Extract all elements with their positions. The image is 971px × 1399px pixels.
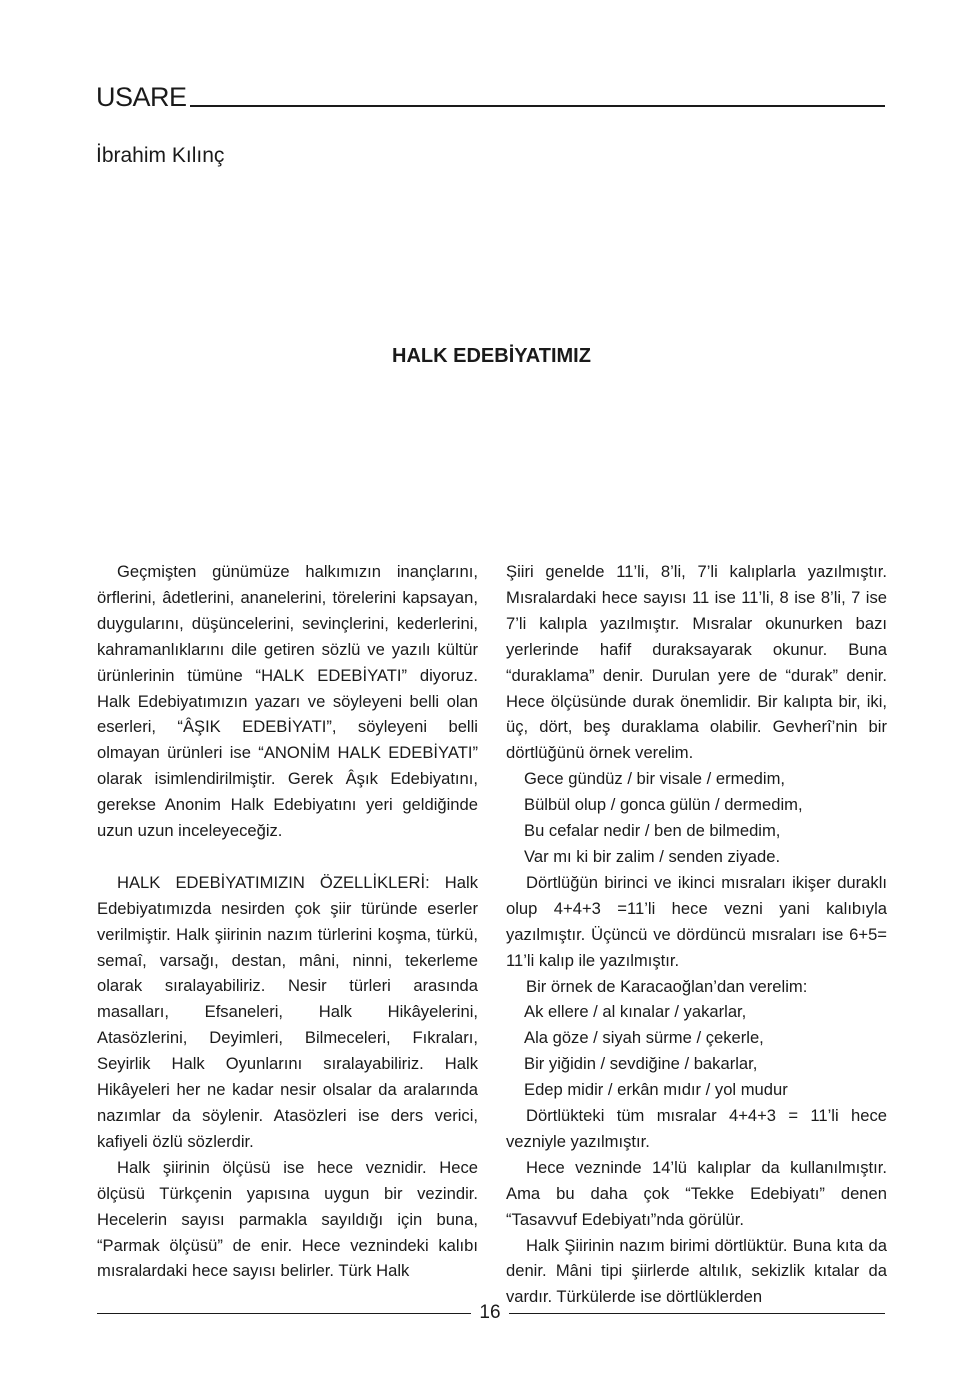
verse-line: Bülbül olup / gonca gülün / dermedim, bbox=[524, 795, 803, 815]
paragraph: Şiiri genelde 11’li, 8’li, 7’li kalıplarla yazılmıştır. Mısralardaki hece sayısı 11 ise 11’li, 8 ise 8’li, 7 ise 7’li kalıpla yazılmıştır. Mısralar okunurken bazı yerlerinde hafif duraksayarak okunur. Buna “duraklama” denir. Durulan yere de “durak” denir. Hece ölçüsünde durak önemlidir. Bir kalıpta bir, iki, üç, dört, beş duraklama olabilir. Gevherî’nin bir dörtlüğünü örnek verelim. bbox=[506, 562, 887, 763]
verse-line: Bu cefalar nedir / ben de bilmedim, bbox=[524, 821, 781, 841]
verse-line: Gece gündüz / bir visale / ermedim, bbox=[524, 769, 786, 789]
right-column bbox=[506, 559, 887, 1310]
paragraph: HALK EDEBİYATIMIZIN ÖZELLİKLERİ: Halk Edebiyatımızda nesirden çok şiir türünde eserler verilmiştir. Halk şiirinin nazım türlerini koşma, türkü, semaî, varsağı, destan, mâni, ninni, tekerleme olarak sıralayabiliriz. Nesir türleri arasında masalları, Efsaneleri, Halk Hikâyelerini, Atasözlerini, Deyimleri, Bilmeceleri, Fıkraları, Seyirlik Halk Oyunlarını sıralayabiliriz. Halk Hikâyeleri her ne kadar nesir olsalar da aralarında nazımlar da söylenir. Atasözleri ise ders verici, kafiyeli özlü sözlerdir. bbox=[97, 872, 478, 1151]
paragraph: Halk şiirinin ölçüsü ise hece veznidir. Hece ölçüsü Türkçenin yapısına uygun bir vezindir. Hecelerin sayısı parmakla sayıldığı için buna, “Parmak ölçüsü” de enir. Hece veznindeki kalıbı mısralardaki hece sayısı belirler. Türk Halk bbox=[97, 1157, 478, 1281]
page-number: 16 bbox=[479, 1302, 501, 1323]
footer-rule-right bbox=[509, 1313, 885, 1314]
paragraph: Bir örnek de Karacaoğlan’dan verelim: bbox=[526, 976, 808, 996]
journal-name: USARE bbox=[96, 82, 187, 112]
article-title: HALK EDEBİYATIMIZ bbox=[392, 345, 591, 367]
paragraph: Halk Şiirinin nazım birimi dörtlüktür. Buna kıta da denir. Mâni tipi şiirlerde altılık, sekizlik kıtalar da vardır. Türkülerde ise dörtlüklerden bbox=[506, 1235, 887, 1307]
left-column bbox=[97, 559, 478, 1284]
verse-line: Edep midir / erkân mıdır / yol mudur bbox=[524, 1080, 788, 1100]
verse-line: Bir yiğidin / sevdiğine / bakarlar, bbox=[524, 1054, 758, 1074]
author-name: İbrahim Kılınç bbox=[96, 144, 225, 167]
footer-rule-left bbox=[97, 1313, 471, 1314]
paragraph: Hece vezninde 14’lü kalıplar da kullanılmıştır. Ama bu daha çok “Tekke Edebiyatı” denen “Tasavvuf Edebiyatı”nda görülür. bbox=[506, 1157, 887, 1229]
paragraph: Dörtlüğün birinci ve ikinci mısraları ikişer duraklı olup 4+4+3 =11’li hece vezni yani kalıbıyla yazılmıştır. Üçüncü ve dördüncü mısraları ise 6+5= 11’li kalıp ile yazılmıştır. bbox=[506, 872, 887, 970]
header-rule bbox=[190, 105, 885, 107]
verse-line: Ak ellere / al kınalar / yakarlar, bbox=[524, 1002, 747, 1022]
paragraph: Geçmişten günümüze halkımızın inançlarını, örflerini, âdetlerini, ananelerini, törelerini kapsayan, duygularını, düşüncelerini, sevinçlerini, kederlerini, kahramanlıklarını dile getiren sözlü ve yazılı kültür ürünlerinin tümüne “HALK EDEBİYATI” diyoruz. Halk Edebiyatımızın yazarı ve söyleyeni belli olan eserleri, “ÂŞIK EDEBİYATI”, söyleyeni belli olmayan ürünleri ise “ANONİM HALK EDEBİYATI” olarak isimlendirilmiştir. Gerek Âşık Edebiyatını, gerekse Anonim Halk Edebiyatını yeri geldiğinde uzun uzun inceleyeceğiz. bbox=[97, 562, 478, 841]
verse-line: Var mı ki bir zalim / senden ziyade. bbox=[524, 846, 781, 866]
verse-line: Ala göze / siyah sürme / çekerle, bbox=[524, 1028, 764, 1048]
paragraph: Dörtlükteki tüm mısralar 4+4+3 = 11’li hece vezniyle yazılmıştır. bbox=[506, 1106, 887, 1151]
